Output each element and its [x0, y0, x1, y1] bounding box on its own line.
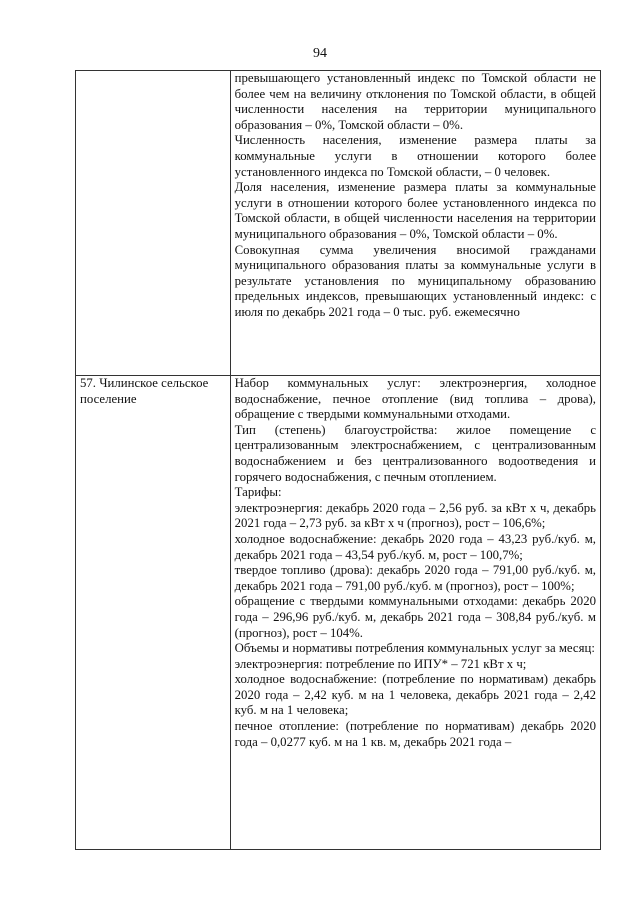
- description-cell: [230, 376, 600, 850]
- paragraph: превышающего установленный индекс по Томской области не более чем на величину отклонения по Томской области, в общей численности населения на территории муниципального образования – 0%, Томской области – 0%.: [234, 71, 596, 132]
- table-row: [76, 376, 601, 850]
- paragraph: Тарифы:: [234, 485, 282, 500]
- municipality-cell: 57. Чилинское сельское поселение: [76, 376, 231, 850]
- municipality-cell: [76, 71, 231, 376]
- paragraph: обращение с твердыми коммунальными отходами: декабрь 2020 года – 296,96 руб./куб. м, декабрь 2021 года – 308,84 руб./куб. м (прогноз), рост – 104%.: [234, 594, 596, 640]
- paragraph: твердое топливо (дрова): декабрь 2020 года – 791,00 руб./куб. м, декабрь 2021 года – 791,00 руб./куб. м (прогноз), рост – 100%;: [234, 563, 596, 593]
- paragraph: электроэнергия: декабрь 2020 года – 2,56 руб. за кВт х ч, декабрь 2021 года – 2,73 руб. за кВт х ч (прогноз), рост – 106,6%;: [234, 500, 596, 531]
- paragraph: Доля населения, изменение размера платы за коммунальные услуги в отношении которого более установленного индекса по Томской области, в общей численности населения на территории муниципального образования – 0%, Томской области – 0%.: [234, 180, 596, 241]
- paragraph: Численность населения, изменение размера платы за коммунальные услуги в отношении которого более установленного индекса по Томской области, – 0 человек.: [234, 133, 596, 179]
- paragraph: Тип (степень) благоустройства: жилое помещение с централизованным электроснабжением, с централизованным водоснабжением и без централизованного водоотведения и горячего водоснабжения, с печным отоплением.: [234, 422, 596, 484]
- paragraph: печное отопление: (потребление по нормативам) декабрь 2020 года – 0,0277 куб. м на 1 кв. м, декабрь 2021 года –: [234, 719, 596, 749]
- table-row: [76, 71, 601, 376]
- paragraph: Набор коммунальных услуг: электроэнергия, холодное водоснабжение, печное отопление (вид топлива – дрова), обращение с твердыми коммунальными отходами.: [234, 376, 596, 422]
- description-cell: [230, 71, 600, 376]
- paragraph: Объемы и нормативы потребления коммунальных услуг за месяц:: [234, 641, 595, 656]
- paragraph: холодное водоснабжение: декабрь 2020 года – 43,23 руб./куб. м, декабрь 2021 года – 43,54 руб./куб. м, рост – 100,7%;: [234, 531, 596, 562]
- paragraph: электроэнергия: потребление по ИПУ* – 721 кВт х ч;: [234, 656, 527, 671]
- paragraph: Совокупная сумма увеличения вносимой гражданами муниципального образования платы за коммунальные услуги в результате установления по муниципальному образованию предельных индексов, превышающих установленный индекс: с июля по декабрь 2021 года – 0 тыс. руб. ежемесячно: [234, 242, 596, 319]
- document-table: [75, 70, 601, 850]
- page-number: 94: [313, 46, 327, 61]
- paragraph: холодное водоснабжение: (потребление по нормативам) декабрь 2020 года – 2,42 куб. м на 1 человека, декабрь 2021 года – 2,42 куб. м на 1 человека;: [234, 672, 596, 718]
